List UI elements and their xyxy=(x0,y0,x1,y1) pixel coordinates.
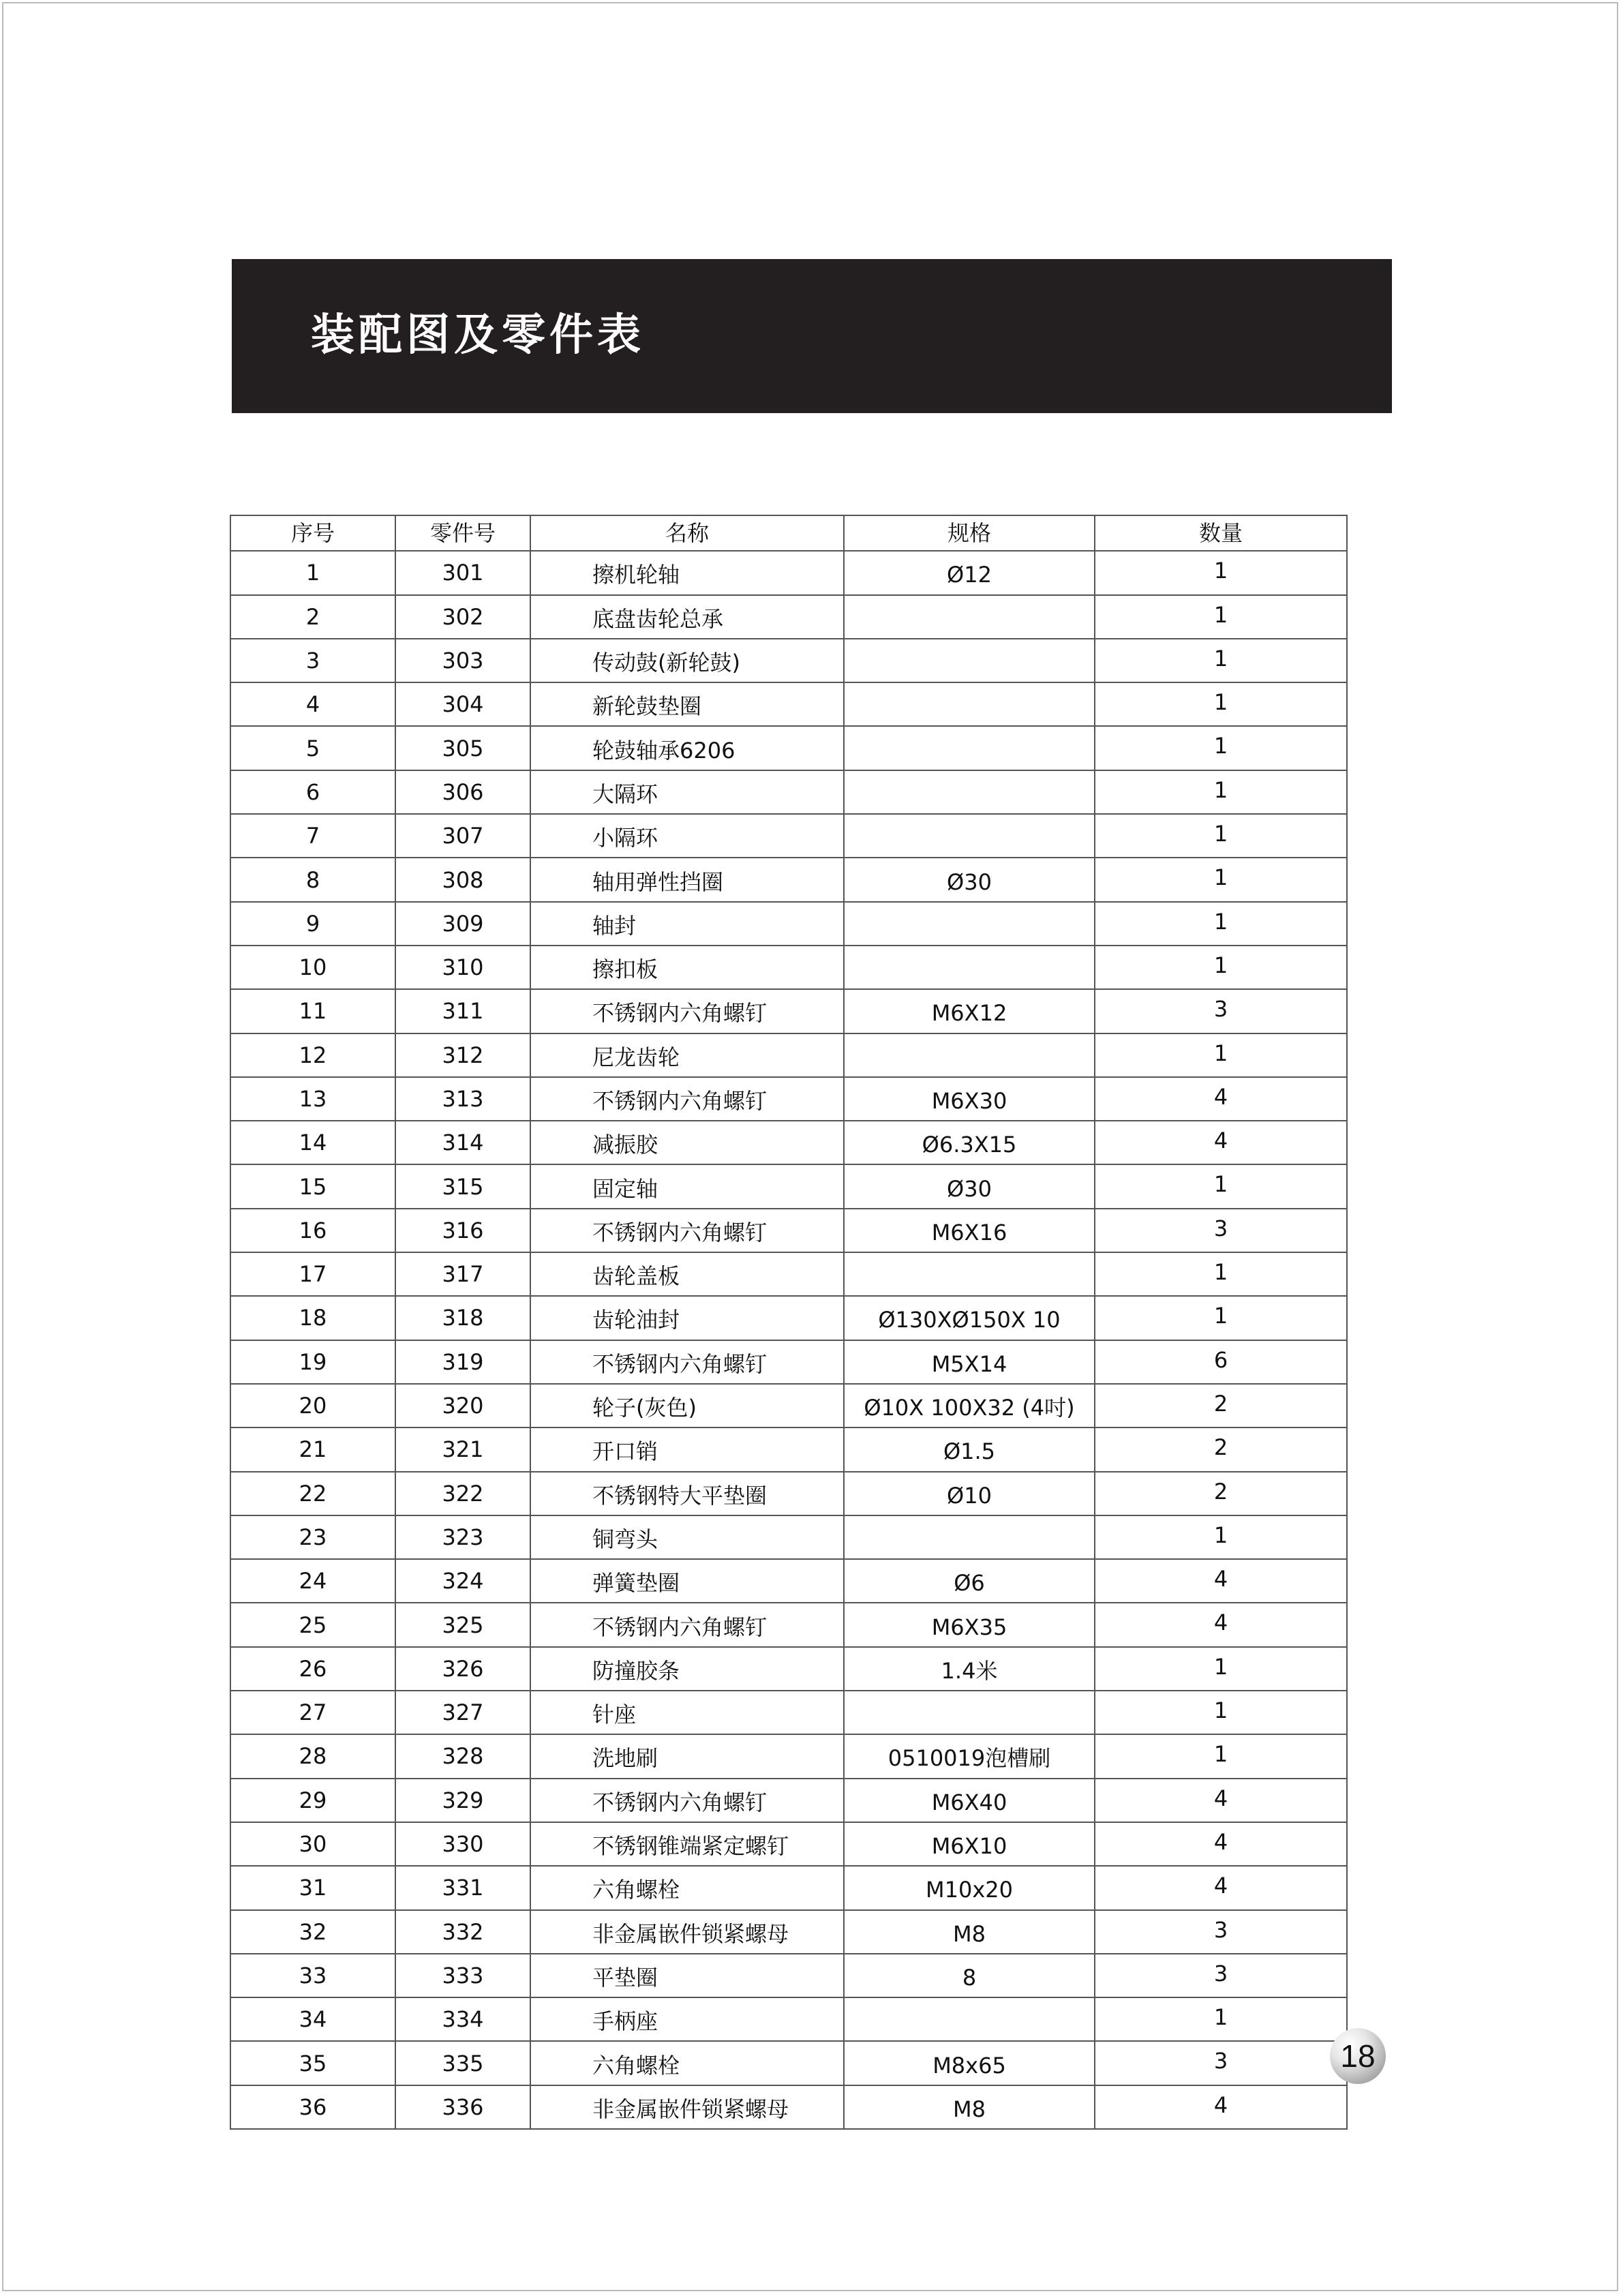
quantity-cell: 1 xyxy=(1095,639,1347,682)
table-row xyxy=(230,595,1347,639)
index-cell: 24 xyxy=(230,1559,395,1603)
spec-cell xyxy=(844,639,1095,682)
name-cell: 轴封 xyxy=(530,902,844,946)
name-cell: 齿轮油封 xyxy=(530,1296,844,1340)
name-cell: 非金属嵌件锁紧螺母 xyxy=(530,1910,844,1954)
column-header-part-number: 零件号 xyxy=(395,515,530,551)
table-row xyxy=(230,1384,1347,1428)
quantity-cell: 1 xyxy=(1095,1033,1347,1077)
name-cell: 手柄座 xyxy=(530,1997,844,2041)
name-cell: 轴用弹性挡圈 xyxy=(530,858,844,901)
spec-cell: 8 xyxy=(844,1954,1095,1997)
spec-cell: Ø10X 100X32 (4吋) xyxy=(844,1384,1095,1428)
quantity-cell: 1 xyxy=(1095,1252,1347,1296)
quantity-cell: 1 xyxy=(1095,1691,1347,1734)
table-row xyxy=(230,770,1347,814)
quantity-cell: 1 xyxy=(1095,770,1347,814)
part-number-cell: 307 xyxy=(395,814,530,858)
index-cell: 30 xyxy=(230,1822,395,1866)
page-number-badge xyxy=(1330,2028,1386,2084)
part-number-cell: 309 xyxy=(395,902,530,946)
part-number-cell: 319 xyxy=(395,1340,530,1384)
part-number-cell: 302 xyxy=(395,595,530,639)
table-row xyxy=(230,902,1347,946)
part-number-cell: 311 xyxy=(395,989,530,1033)
table-row xyxy=(230,682,1347,726)
index-cell: 29 xyxy=(230,1779,395,1822)
part-number-cell: 326 xyxy=(395,1647,530,1691)
spec-cell: Ø10 xyxy=(844,1472,1095,1515)
name-cell: 不锈钢内六角螺钉 xyxy=(530,1779,844,1822)
spec-cell xyxy=(844,1252,1095,1296)
spec-cell: M6X16 xyxy=(844,1209,1095,1252)
part-number-cell: 336 xyxy=(395,2085,530,2129)
name-cell: 开口销 xyxy=(530,1428,844,1471)
spec-cell: Ø30 xyxy=(844,1164,1095,1208)
spec-cell: Ø12 xyxy=(844,551,1095,594)
index-cell: 12 xyxy=(230,1033,395,1077)
part-number-cell: 325 xyxy=(395,1603,530,1646)
quantity-cell: 1 xyxy=(1095,1997,1347,2041)
table-row xyxy=(230,1252,1347,1296)
spec-cell: M5X14 xyxy=(844,1340,1095,1384)
name-cell: 轮子(灰色) xyxy=(530,1384,844,1428)
name-cell: 不锈钢内六角螺钉 xyxy=(530,1603,844,1646)
name-cell: 针座 xyxy=(530,1691,844,1734)
table-row xyxy=(230,858,1347,901)
name-cell: 弹簧垫圈 xyxy=(530,1559,844,1603)
quantity-cell: 1 xyxy=(1095,595,1347,639)
index-cell: 25 xyxy=(230,1603,395,1646)
index-cell: 18 xyxy=(230,1296,395,1340)
name-cell: 不锈钢内六角螺钉 xyxy=(530,989,844,1033)
table-row xyxy=(230,1997,1347,2041)
table-row xyxy=(230,2085,1347,2129)
table-row xyxy=(230,1340,1347,1384)
index-cell: 1 xyxy=(230,551,395,594)
quantity-cell: 3 xyxy=(1095,989,1347,1033)
spec-cell xyxy=(844,726,1095,770)
index-cell: 2 xyxy=(230,595,395,639)
index-cell: 28 xyxy=(230,1734,395,1778)
quantity-cell: 2 xyxy=(1095,1472,1347,1515)
table-row xyxy=(230,1734,1347,1778)
spec-cell: M8 xyxy=(844,1910,1095,1954)
spec-cell: Ø6 xyxy=(844,1559,1095,1603)
part-number-cell: 306 xyxy=(395,770,530,814)
quantity-cell: 3 xyxy=(1095,2041,1347,2085)
part-number-cell: 324 xyxy=(395,1559,530,1603)
index-cell: 10 xyxy=(230,946,395,989)
part-number-cell: 303 xyxy=(395,639,530,682)
column-header-spec: 规格 xyxy=(844,515,1095,551)
index-cell: 11 xyxy=(230,989,395,1033)
index-cell: 26 xyxy=(230,1647,395,1691)
name-cell: 不锈钢内六角螺钉 xyxy=(530,1209,844,1252)
spec-cell: Ø1.5 xyxy=(844,1428,1095,1471)
quantity-cell: 4 xyxy=(1095,1866,1347,1909)
name-cell: 尼龙齿轮 xyxy=(530,1033,844,1077)
quantity-cell: 1 xyxy=(1095,551,1347,594)
index-cell: 27 xyxy=(230,1691,395,1734)
spec-cell: M6X10 xyxy=(844,1822,1095,1866)
quantity-cell: 4 xyxy=(1095,1559,1347,1603)
index-cell: 7 xyxy=(230,814,395,858)
name-cell: 不锈钢锥端紧定螺钉 xyxy=(530,1822,844,1866)
index-cell: 23 xyxy=(230,1515,395,1559)
part-number-cell: 301 xyxy=(395,551,530,594)
part-number-cell: 331 xyxy=(395,1866,530,1909)
name-cell: 不锈钢内六角螺钉 xyxy=(530,1077,844,1121)
name-cell: 洗地刷 xyxy=(530,1734,844,1778)
name-cell: 轮鼓轴承6206 xyxy=(530,726,844,770)
spec-cell xyxy=(844,682,1095,726)
quantity-cell: 1 xyxy=(1095,682,1347,726)
index-cell: 5 xyxy=(230,726,395,770)
index-cell: 31 xyxy=(230,1866,395,1909)
spec-cell: M10x20 xyxy=(844,1866,1095,1909)
part-number-cell: 320 xyxy=(395,1384,530,1428)
index-cell: 14 xyxy=(230,1121,395,1164)
quantity-cell: 3 xyxy=(1095,1910,1347,1954)
quantity-cell: 4 xyxy=(1095,1603,1347,1646)
part-number-cell: 316 xyxy=(395,1209,530,1252)
name-cell: 新轮鼓垫圈 xyxy=(530,682,844,726)
index-cell: 32 xyxy=(230,1910,395,1954)
spec-cell: Ø30 xyxy=(844,858,1095,901)
page-title: 装配图及零件表 xyxy=(311,310,645,361)
page-number: 18 xyxy=(1340,2038,1376,2074)
part-number-cell: 305 xyxy=(395,726,530,770)
quantity-cell: 4 xyxy=(1095,2085,1347,2129)
quantity-cell: 4 xyxy=(1095,1779,1347,1822)
quantity-cell: 1 xyxy=(1095,1515,1347,1559)
part-number-cell: 314 xyxy=(395,1121,530,1164)
name-cell: 六角螺栓 xyxy=(530,2041,844,2085)
part-number-cell: 318 xyxy=(395,1296,530,1340)
table-row xyxy=(230,639,1347,682)
quantity-cell: 1 xyxy=(1095,1647,1347,1691)
quantity-cell: 1 xyxy=(1095,1296,1347,1340)
table-row xyxy=(230,1472,1347,1515)
spec-cell: 0510019泡槽刷 xyxy=(844,1734,1095,1778)
column-header-name: 名称 xyxy=(530,515,844,551)
table-row xyxy=(230,2041,1347,2085)
table-row xyxy=(230,1603,1347,1646)
spec-cell xyxy=(844,770,1095,814)
quantity-cell: 3 xyxy=(1095,1209,1347,1252)
column-header-index: 序号 xyxy=(230,515,395,551)
table-row xyxy=(230,726,1347,770)
table-row xyxy=(230,1779,1347,1822)
part-number-cell: 323 xyxy=(395,1515,530,1559)
part-number-cell: 322 xyxy=(395,1472,530,1515)
name-cell: 传动鼓(新轮鼓) xyxy=(530,639,844,682)
name-cell: 不锈钢内六角螺钉 xyxy=(530,1340,844,1384)
part-number-cell: 328 xyxy=(395,1734,530,1778)
quantity-cell: 1 xyxy=(1095,1734,1347,1778)
column-header-quantity: 数量 xyxy=(1095,515,1347,551)
part-number-cell: 335 xyxy=(395,2041,530,2085)
table-row xyxy=(230,1209,1347,1252)
spec-cell xyxy=(844,1997,1095,2041)
spec-cell: M8x65 xyxy=(844,2041,1095,2085)
spec-cell xyxy=(844,814,1095,858)
parts-table xyxy=(230,515,1348,2130)
part-number-cell: 304 xyxy=(395,682,530,726)
name-cell: 铜弯头 xyxy=(530,1515,844,1559)
index-cell: 8 xyxy=(230,858,395,901)
index-cell: 33 xyxy=(230,1954,395,1997)
quantity-cell: 4 xyxy=(1095,1121,1347,1164)
spec-cell: M6X35 xyxy=(844,1603,1095,1646)
name-cell: 擦扣板 xyxy=(530,946,844,989)
table-row xyxy=(230,989,1347,1033)
name-cell: 底盘齿轮总承 xyxy=(530,595,844,639)
parts-table-body xyxy=(230,551,1347,2129)
index-cell: 17 xyxy=(230,1252,395,1296)
table-row xyxy=(230,1033,1347,1077)
quantity-cell: 1 xyxy=(1095,946,1347,989)
name-cell: 平垫圈 xyxy=(530,1954,844,1997)
name-cell: 防撞胶条 xyxy=(530,1647,844,1691)
quantity-cell: 2 xyxy=(1095,1428,1347,1471)
table-row xyxy=(230,1515,1347,1559)
part-number-cell: 333 xyxy=(395,1954,530,1997)
spec-cell: Ø6.3X15 xyxy=(844,1121,1095,1164)
spec-cell: Ø130XØ150X 10 xyxy=(844,1296,1095,1340)
title-banner xyxy=(232,259,1392,413)
index-cell: 15 xyxy=(230,1164,395,1208)
name-cell: 不锈钢特大平垫圈 xyxy=(530,1472,844,1515)
table-row xyxy=(230,1428,1347,1471)
part-number-cell: 317 xyxy=(395,1252,530,1296)
part-number-cell: 327 xyxy=(395,1691,530,1734)
table-row xyxy=(230,551,1347,594)
part-number-cell: 310 xyxy=(395,946,530,989)
name-cell: 固定轴 xyxy=(530,1164,844,1208)
quantity-cell: 1 xyxy=(1095,726,1347,770)
spec-cell xyxy=(844,1691,1095,1734)
table-row xyxy=(230,1822,1347,1866)
index-cell: 20 xyxy=(230,1384,395,1428)
index-cell: 19 xyxy=(230,1340,395,1384)
table-row xyxy=(230,1121,1347,1164)
index-cell: 9 xyxy=(230,902,395,946)
index-cell: 34 xyxy=(230,1997,395,2041)
quantity-cell: 1 xyxy=(1095,902,1347,946)
name-cell: 小隔环 xyxy=(530,814,844,858)
table-row xyxy=(230,1954,1347,1997)
part-number-cell: 329 xyxy=(395,1779,530,1822)
spec-cell xyxy=(844,595,1095,639)
spec-cell: M6X12 xyxy=(844,989,1095,1033)
index-cell: 35 xyxy=(230,2041,395,2085)
part-number-cell: 330 xyxy=(395,1822,530,1866)
table-header-row xyxy=(230,515,1347,551)
quantity-cell: 3 xyxy=(1095,1954,1347,1997)
index-cell: 21 xyxy=(230,1428,395,1471)
name-cell: 大隔环 xyxy=(530,770,844,814)
spec-cell: M6X30 xyxy=(844,1077,1095,1121)
spec-cell xyxy=(844,1515,1095,1559)
spec-cell: 1.4米 xyxy=(844,1647,1095,1691)
spec-cell xyxy=(844,902,1095,946)
name-cell: 擦机轮轴 xyxy=(530,551,844,594)
index-cell: 4 xyxy=(230,682,395,726)
table-row xyxy=(230,1559,1347,1603)
table-row xyxy=(230,946,1347,989)
name-cell: 减振胶 xyxy=(530,1121,844,1164)
table-row xyxy=(230,1866,1347,1909)
table-row xyxy=(230,1296,1347,1340)
quantity-cell: 1 xyxy=(1095,1164,1347,1208)
part-number-cell: 315 xyxy=(395,1164,530,1208)
spec-cell xyxy=(844,1033,1095,1077)
name-cell: 非金属嵌件锁紧螺母 xyxy=(530,2085,844,2129)
quantity-cell: 6 xyxy=(1095,1340,1347,1384)
part-number-cell: 334 xyxy=(395,1997,530,2041)
spec-cell: M6X40 xyxy=(844,1779,1095,1822)
spec-cell: M8 xyxy=(844,2085,1095,2129)
quantity-cell: 4 xyxy=(1095,1822,1347,1866)
part-number-cell: 313 xyxy=(395,1077,530,1121)
table-row xyxy=(230,1164,1347,1208)
quantity-cell: 1 xyxy=(1095,814,1347,858)
index-cell: 22 xyxy=(230,1472,395,1515)
table-row xyxy=(230,1647,1347,1691)
index-cell: 16 xyxy=(230,1209,395,1252)
quantity-cell: 4 xyxy=(1095,1077,1347,1121)
index-cell: 36 xyxy=(230,2085,395,2129)
table-row xyxy=(230,1691,1347,1734)
part-number-cell: 332 xyxy=(395,1910,530,1954)
index-cell: 3 xyxy=(230,639,395,682)
quantity-cell: 2 xyxy=(1095,1384,1347,1428)
part-number-cell: 312 xyxy=(395,1033,530,1077)
table-row xyxy=(230,1910,1347,1954)
quantity-cell: 1 xyxy=(1095,858,1347,901)
index-cell: 6 xyxy=(230,770,395,814)
table-row xyxy=(230,1077,1347,1121)
index-cell: 13 xyxy=(230,1077,395,1121)
spec-cell xyxy=(844,946,1095,989)
part-number-cell: 308 xyxy=(395,858,530,901)
table-row xyxy=(230,814,1347,858)
name-cell: 六角螺栓 xyxy=(530,1866,844,1909)
part-number-cell: 321 xyxy=(395,1428,530,1471)
name-cell: 齿轮盖板 xyxy=(530,1252,844,1296)
